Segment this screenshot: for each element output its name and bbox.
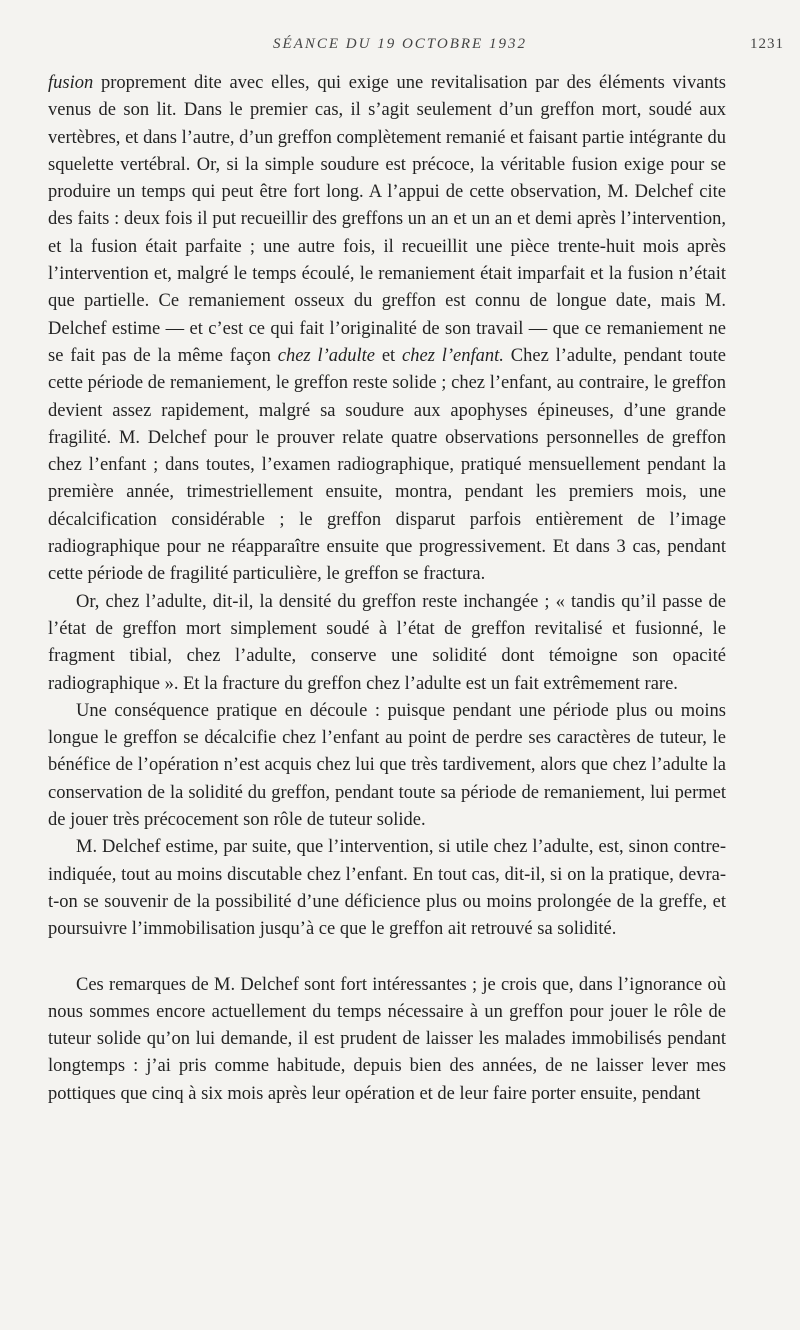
paragraph-1-mid: et: [375, 345, 403, 366]
paragraph-4: M. Delchef estime, par suite, que l’intervention, si utile chez l’adulte, est, sinon contre-indiquée, tout au moins discutable chez l’enfant. En tout cas, dit-il, si on la pratique, devra-t-on se souvenir de la possibilité d’une déficience plus ou moins prolongée de la greffe, et poursuivre l’immobilisation jusqu’à ce que le greffon ait retrouvé sa solidité.: [48, 837, 726, 940]
paragraph-1-italic-adult: chez l’adulte: [277, 345, 375, 366]
paragraph-1-text: proprement dite avec elles, qui exige une revitalisation par des éléments vivants venus de son lit. Dans le premier cas, il s’agit seulement d’un greffon mort, soudé aux vertèbres, et dans l’autre, d’un greffon complètement remanié et faisant partie intégrante du squelette vertébral. Or, si la simple soudure est précoce, la véritable fusion exige pour se produire un temps qui peut être fort long. A l’appui de cette observation, M. Delchef cite des faits : deux fois il put recueillir des greffons un an et un an et demi après l’intervention, et la fusion était parfaite ; une autre fois, il recueillit une pièce trente-huit mois après l’intervention et, malgré le temps écoulé, le remaniement était imparfait et la fusion n’était que partielle. Ce remaniement osseux du greffon est connu de longue date, mais M. Delchef estime — et c’est ce qui fait l’originalité de son travail — que ce remaniement ne se fait pas de la même façon: [48, 73, 726, 366]
running-title: SÉANCE DU 19 OCTOBRE 1932: [273, 36, 527, 52]
paragraph-2: Or, chez l’adulte, dit-il, la densité du greffon reste inchangée ; « tandis qu’il passe de l’état de greffon mort simplement soudé à l’état de greffon revitalisé et fusionné, le fragment tibial, chez l’adulte, conserve une solidité dont témoigne son opacité radiographique ». Et la fracture du greffon chez l’adulte est un fait extrêmement rare.: [48, 591, 726, 694]
paragraph-5: Ces remarques de M. Delchef sont fort intéressantes ; je crois que, dans l’ignorance où nous sommes encore actuellement du temps nécessaire à un greffon pour jouer le rôle de tuteur solide qu’on lui demande, il est prudent de laisser les malades immobilisés pendant longtemps : j’ai pris comme habitude, depuis bien des années, de ne laisser lever mes pottiques que cinq à six mois après leur opération et de leur faire porter ensuite, pendant: [48, 974, 726, 1104]
paragraph-1: [48, 70, 726, 589]
paragraph-1-italic-child: chez l’enfant.: [402, 345, 504, 366]
paragraph-3: Une conséquence pratique en découle : puisque pendant une période plus ou moins longue le greffon se décalcifie chez l’enfant au point de perdre ses caractères de tuteur, le bénéfice de l’opération n’est acquis chez lui que très tardivement, alors que chez l’adulte la conservation de la solidité du greffon, pendant toute sa période de remaniement, lui permet de jouer très précocement son rôle de tuteur solide.: [48, 700, 726, 831]
paragraph-1-text-end: Chez l’adulte, pendant toute cette période de remaniement, le greffon reste solide ; chez l’enfant, au contraire, le greffon devient assez rapidement, malgré sa soudure aux apophyses épineuses, d’une grande fragilité. M. Delchef pour le prouver relate quatre observations personnelles de greffon chez l’enfant ; dans toutes, l’examen radiographique, pratiqué mensuellement pendant la première année, trimestriellement ensuite, montra, pendant les premiers mois, une décalcification considérable ; le greffon disparut parfois entièrement de l’image radiographique pour ne réapparaître ensuite que progressivement. Et dans 3 cas, pendant cette période de fragilité particulière, le greffon se fractura.: [48, 345, 727, 585]
paragraph-1-lead-italic: fusion: [48, 73, 94, 93]
page-header: [0, 32, 800, 62]
page-number: 1231: [750, 36, 784, 52]
body-text: [48, 70, 726, 1108]
